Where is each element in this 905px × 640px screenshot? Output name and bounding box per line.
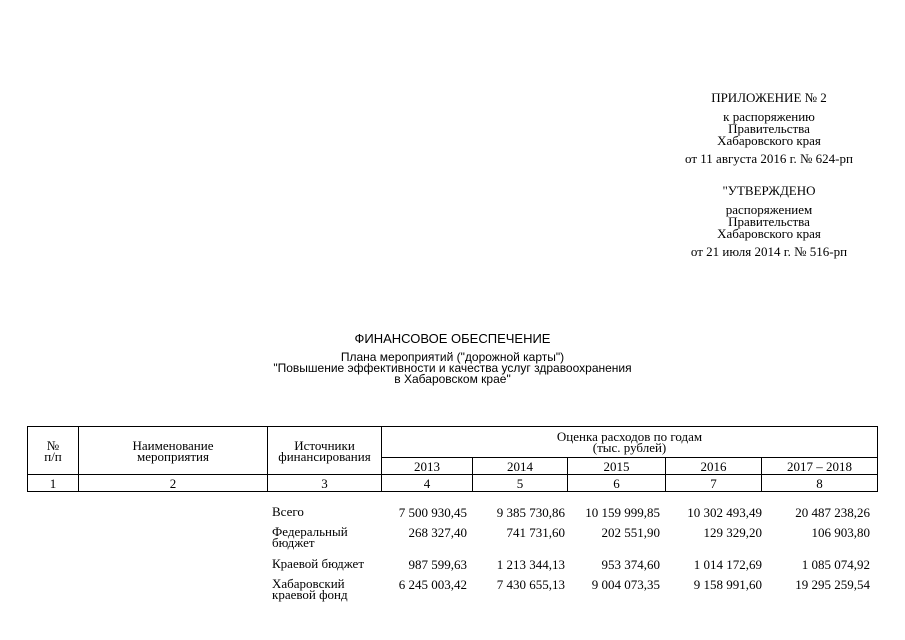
approved-line: распоряжением [725, 202, 813, 217]
row-value: 106 903,80 [811, 525, 870, 540]
table-row [27, 506, 877, 526]
row-source-line: бюджет [272, 535, 315, 550]
row-value: 9 385 730,86 [496, 505, 565, 520]
financing-table-body [27, 506, 877, 610]
header-source-line: Источники [294, 437, 355, 453]
column-index: 5 [473, 475, 568, 492]
row-value: 1 085 074,92 [801, 557, 870, 572]
approved-line: Правительства [728, 214, 810, 229]
table-row [27, 526, 877, 558]
row-value: 7 430 655,13 [496, 577, 565, 592]
row-value: 741 731,60 [506, 525, 565, 540]
column-index: 7 [666, 475, 762, 492]
column-index: 8 [762, 475, 878, 492]
header-number-line: п/п [44, 448, 62, 464]
header-number [28, 427, 79, 475]
row-source-line: краевой фонд [272, 587, 348, 602]
appendix-title: ПРИЛОЖЕНИЕ № 2 [711, 90, 827, 105]
header-estimate-line: (тыс. рублей) [592, 440, 667, 455]
row-value: 1 014 172,69 [693, 557, 762, 572]
row-value: 268 327,40 [408, 525, 467, 540]
row-source-line: Федеральный [272, 524, 348, 539]
table-row [27, 558, 877, 578]
row-source-line: Хабаровский [272, 576, 345, 591]
row-value: 10 159 999,85 [585, 505, 660, 520]
table-row [27, 578, 877, 610]
header-year: 2016 [666, 458, 762, 475]
row-value: 9 158 991,60 [693, 577, 762, 592]
row-source [272, 506, 381, 517]
row-value: 7 500 930,45 [398, 505, 467, 520]
document-subtitle: "Повышение эффективности и качества услуг здравоохранения [273, 361, 632, 375]
appendix-block [669, 92, 869, 165]
row-value: 10 302 493,49 [687, 505, 762, 520]
document-subtitle: в Хабаровском крае" [394, 372, 511, 386]
header-year: 2017 – 2018 [762, 458, 878, 475]
column-index: 6 [568, 475, 666, 492]
row-value: 129 329,20 [703, 525, 762, 540]
header-year: 2015 [568, 458, 666, 475]
document-title-block [200, 332, 705, 385]
row-source [272, 558, 381, 569]
row-source-line: Всего [272, 504, 304, 519]
header-year: 2014 [473, 458, 568, 475]
approved-block [669, 185, 869, 258]
row-value: 987 599,63 [408, 557, 467, 572]
header-year: 2013 [382, 458, 473, 475]
row-value: 202 551,90 [601, 525, 660, 540]
row-value: 1 213 344,13 [496, 557, 565, 572]
row-source [272, 526, 381, 548]
header-number-line: № [46, 437, 60, 453]
row-value: 9 004 073,35 [591, 577, 660, 592]
approved-title: "УТВЕРЖДЕНО [722, 183, 816, 198]
column-index: 4 [382, 475, 473, 492]
header-estimate-line: Оценка расходов по годам [556, 429, 703, 444]
header-activity-line: мероприятия [136, 448, 209, 464]
appendix-date: от 11 августа 2016 г. № 624-рп [685, 151, 853, 166]
row-value: 6 245 003,42 [398, 577, 467, 592]
column-index: 3 [268, 475, 382, 492]
document-title: ФИНАНСОВОЕ ОБЕСПЕЧЕНИЕ [354, 331, 551, 346]
approved-date: от 21 июля 2014 г. № 516-рп [690, 244, 848, 259]
header-financing-source [268, 427, 382, 475]
row-source [272, 578, 381, 600]
column-index: 1 [28, 475, 79, 492]
column-index: 2 [79, 475, 268, 492]
header-activity-line: Наименование [132, 437, 214, 453]
document-subtitle: Плана мероприятий ("дорожной карты") [340, 350, 565, 364]
financing-table-header [27, 426, 878, 492]
row-value: 19 295 259,54 [795, 577, 870, 592]
appendix-line: Хабаровского края [717, 133, 821, 148]
row-value: 953 374,60 [601, 557, 660, 572]
appendix-line: Правительства [728, 121, 810, 136]
header-source-line: финансирования [278, 448, 371, 464]
row-source-line: Краевой бюджет [272, 556, 365, 571]
header-expense-estimate [382, 427, 878, 458]
appendix-line: к распоряжению [723, 109, 815, 124]
row-value: 20 487 238,26 [795, 505, 870, 520]
approved-line: Хабаровского края [717, 226, 821, 241]
header-activity-name [79, 427, 268, 475]
